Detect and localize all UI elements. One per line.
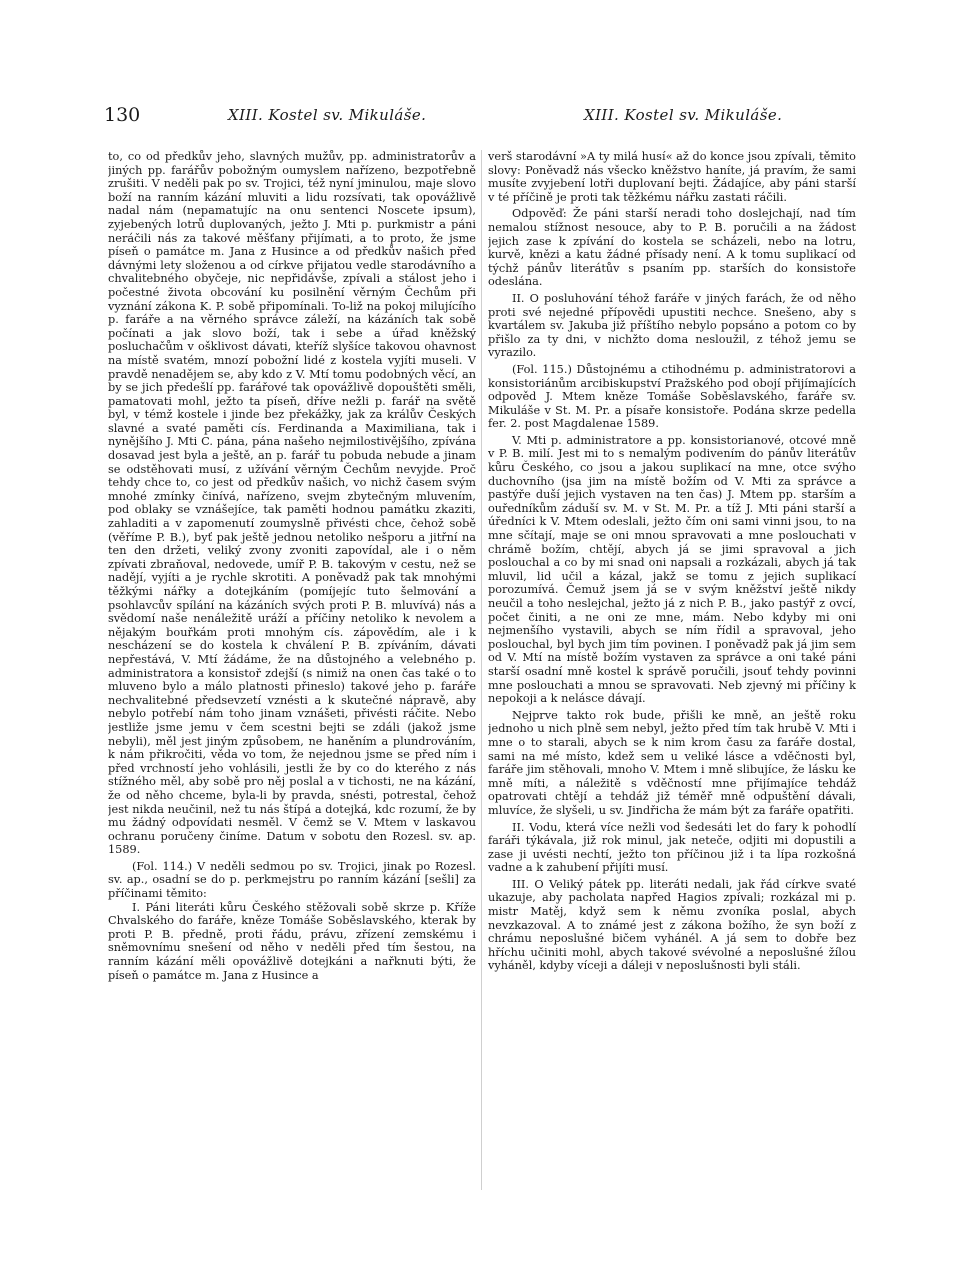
paragraph: (Fol. 115.) Důstojnému a ctihodnému p. administratorovi a konsistoriánům arcibiskupství Pražského pod obojí přijímajících odpověd J. Mtem kněze Tomáše Soběslavského, faráře sv. Mikuláše v St. M. Pr. a písaře konsistoře. Podána skrze pedella fer. 2. post Magdalenae 1589. <box>488 362 856 431</box>
left-column <box>108 150 476 1195</box>
running-head-left: XIII. Kostel sv. Mikuláše. <box>228 106 427 124</box>
page-header <box>0 104 960 130</box>
paragraph: (Fol. 114.) V neděli sedmou po sv. Trojici, jinak po Rozesl. sv. ap., osadní se do p. perkmejstru po ranním kázání [sešli] za příčinami těmito: <box>108 859 476 901</box>
right-column <box>488 150 856 1075</box>
paragraph: to, co od předkův jeho, slavných mužův, pp. administratorův a jiných pp. farářův pobožným oumyslem nařízeno, bezpotřebně zrušiti. V neděli pak po sv. Trojici, též nyní jminulou, maje slovo boží na ranním kázání mluviti a lidu rozsívati, tak opovážlivě nadal nám (nepamatujíc na onu sentenci Noscete ipsum), zyjebených lotrů duplovaných, ježto J. Mti p. purkmistr a páni neráčili nás za takové měšťany přijímati, a to proto, že jsme píseň o památce m. Jana z Husince a od předkův našich před dávnými lety složenou a od církve přijatou vedle starodávního a chvalitebného obyčeje, nic nepřidávše, zpívali a stálost jeho i počestné života obcování ku posilnění věrným Čechům při vyznání zákona K. P. sobě připomínali. To-liž na pokoj milujícího p. faráře a na věrného správce záleží, na kázáních tak sobě počínati a jak slovo boží, tak i sebe a úřad kněžský posluchačům v ošklivost dávati, kteříž slyšíce takovou ohavnost na místě svatém, mnozí pobožní lidé z kostela vyjíti museli. V pravdě nenadějem se, aby kdo z V. Mtí tomu podobných věcí, an by se jich předešlí pp. farářové tak opovážlivě dopouštěti směli, pamatovati mohl, ježto ta píseň, dříve nežli p. farář na světě byl, v témž kostele i jinde bez překážky, jak za králův Českých slavné a svaté paměti cís. Ferdinanda a Maximiliana, tak i nynějšího J. Mti C. pána, pána našeho nejmilostivějšího, zpívána dosavad jest byla a ještě, an p. farář tu pobuda nebude a jinam se odstěhovati musí, z užívání věrným Čechům nevyjde. Proč tehdy chce to, co jest od předkův našich, vo nichž časem svým mnohé zmínky činívá, nařízeno, svejm zbytečným mluvením, pod oblaky se vznášejíce, tak paměti hodnou památku zkaziti, zahladiti a v zapomenutí zoumyslně přivésti chce, čehož sobě (věříme P. B.), byť pak ještě jednou netoliko nešporu a jitřní na ten den držeti, veliký zvony zvoniti zapovídal, ale i o něm zpívati zbraňoval, nedovede, umíř P. B. takovým v cestu, než se nadějí, vyjíti a je rychle skrotiti. A poněvadž pak tak mnohými těžkými nářky a dotejkáním (pomíjejíc tuto šelmování a psohlavcův spílání na kázáních svých proti P. B. mluvívá) nás a svědomí naše nenáležitě uráží a příčiny netoliko k nevolem a nějakým bouřkám proti mnohým cís. zápovědím, ale i k nescházení se do kostela k chválení P. B. zpíváním, dávati nepřestává, V. Mtí žádáme, že na důstojného a velebného p. administratora a konsistoř zdejší (s nimiž na onen čas také o to mluveno bylo a málo platnosti přineslo) takové jeho p. faráře nechvalitebné předsevzetí vznésti a k skutečné nápravě, aby nebylo potřebí nám toho jinam vznášeti, přivésti ráčite. Nebo jestliže jsme jemu v čem scestni bejti se zdáli (jakož jsme nebyli), měl jest jiným způsobem, ne haněním a plundrováním, k nám přikročiti, věda vo tom, že nejednou jsme se před ním i před vrchností jeho vohlásili, jestli že by co do kterého z nás stížného měl, aby sobě pro něj poslal a v tichosti, ne na kázání, že od něho chceme, byla-li by pravda, snésti, potrestal, čehož jest nikda neučinil, než tu nás štípá a dotejká, kdc rozumí, že by mu žádný odpovídati nesměl. V čemž se V. Mtem v laskavou ochranu poručeny činíme. Datum v sobotu den Rozesl. sv. ap. 1589. <box>108 150 476 857</box>
page-number: 130 <box>104 104 141 126</box>
column-divider <box>481 150 482 1190</box>
paragraph: Nejprve takto rok bude, přišli ke mně, an ještě roku jednoho u nich plně sem nebyl, ježto před tím tak hrubě V. Mti i mne o to starali, abych se k nim krom času za faráře dostal, sami na mé místo, kdež sem u veliké lásce a vděčnosti byl, faráře jim stěhovali, mnoho V. Mtem i mně slibujíce, že lásku ke mně míti, a náležitě s vděčností mne přijímajíce tehdáž opatrovati chtějí a tehdáž již téměř mně odpuštění dávali, mluvíce, že slyšeli, u sv. Jindřicha že mám být za faráře opatřiti. <box>488 708 856 817</box>
paragraph: I. Páni literáti kůru Českého stěžovali sobě skrze p. Kříže Chvalského do faráře, kněze Tomáše Soběslavského, kterak by proti P. B. předně, proti řádu, právu, zřízení zemskému i sněmovnímu snešení od něho v neděli před tím šestou, na ranním kázání měli opovážlivě dotejkáni a nařknuti býti, že píseň o památce m. Jana z Husince a <box>108 900 476 982</box>
paragraph: V. Mti p. administratore a pp. konsistorianové, otcové mně v P. B. milí. Jest mi to s nemalým podivením do pánův literátův kůru Českého, co jsou a jakou suplikací na mne, otce svýho duchovního (jsa jim na místě božím od V. Mti za správce a pastýře duší jejich vystaven na ten čas) J. Mtem pp. starším a ouředníkům záduší sv. M. v St. M. Pr. a tíž J. Mti páni starší a úředníci k V. Mtem odeslali, ježto čím oni sami vinni jsou, to na mne sčítají, maje se oni mnou spravovati a mne poslouchati v chrámě božím, chtějí, abych já se jimi spravoval a jich poslouchal a co by mi snad oni napsali a rozkázali, abych já tak mluvil, lid učil a kázal, jakž se tomu z jejich suplikací porozumívá. Čemuž jsem já se v svým kněžství ještě nikdy neučil a toho neslejchal, ježto já z nich P. B., jako pastýř z ovcí, počet činiti, a ne oni ze mne, mám. Nebo kdyby mi oni nejmenšího vystavili, abych se ním řídil a spravoval, jeho poslouchal, byl bych jim tím povinen. I poněvadž pak já jim sem od V. Mtí na místě božím vystaven za správce a oni také páni starší osadní mně kostel k správě poručili, jsouť tehdy povinni mne poslouchati a mnou se spravovati. Neb zjevný mi příčiny k nepokoji a k nelásce dávají. <box>488 433 856 706</box>
paragraph: verš starodávní »A ty milá husí« až do konce jsou zpívali, těmito slovy: Poněvadž nás všecko kněžstvo haníte, já pravím, že sami musíte zvyjebení lotři duplovaní bejti. Žádajíce, aby páni starší v té příčině je proti tak těžkému nářku zastati ráčili. <box>488 150 856 204</box>
paragraph: II. Vodu, která více nežli vod šedesáti let do fary k pohodlí faráři týkávala, již rok minul, jak neteče, odjiti mi dopustili a zase ji uvésti nechtí, ježto ton příčinou již i ta lípa rozkošná vadne a k zahubení přijíti musí. <box>488 820 856 875</box>
paragraph: II. O posluhování téhož faráře v jiných farách, že od něho proti své nejedné přípovědi upustiti nechce. Snešeno, aby s kvartálem sv. Jakuba již příštího nebylo popsáno a potom co by přišlo za ty dni, v nichžto doma nesloužil, z téhož jemu se vyrazilo. <box>488 291 856 360</box>
paragraph: III. O Veliký pátek pp. literáti nedali, jak řád církve svaté ukazuje, aby pacholata napřed Hagios zpívali; rozkázal mi p. mistr Matěj, když sem k němu zvoníka poslal, abych nevzkazoval. A to známé jest z zákona božího, že syn boží z chrámu neposlušné bičem vyhánél. A já sem to dobře bez hříchu učiniti mohl, abych takové svévolné a neposlušné žílou vyháněl, kdyby víceji a dáleji v neposlušnosti byli stáli. <box>488 877 856 973</box>
paragraph: Odpověď: Že páni starší neradi toho doslejchají, nad tím nemalou stížnost nesouce, aby to P. B. poručili a na žádost jejich zase k zpívání do kostela se scházeli, nebo na lotru, kurvě, knězi a katu žádné přísady není. A k tomu suplikací od týchž pánův literátův s psaním pp. starších do konsistoře odeslána. <box>488 207 856 289</box>
running-head-right: XIII. Kostel sv. Mikuláše. <box>584 106 783 124</box>
